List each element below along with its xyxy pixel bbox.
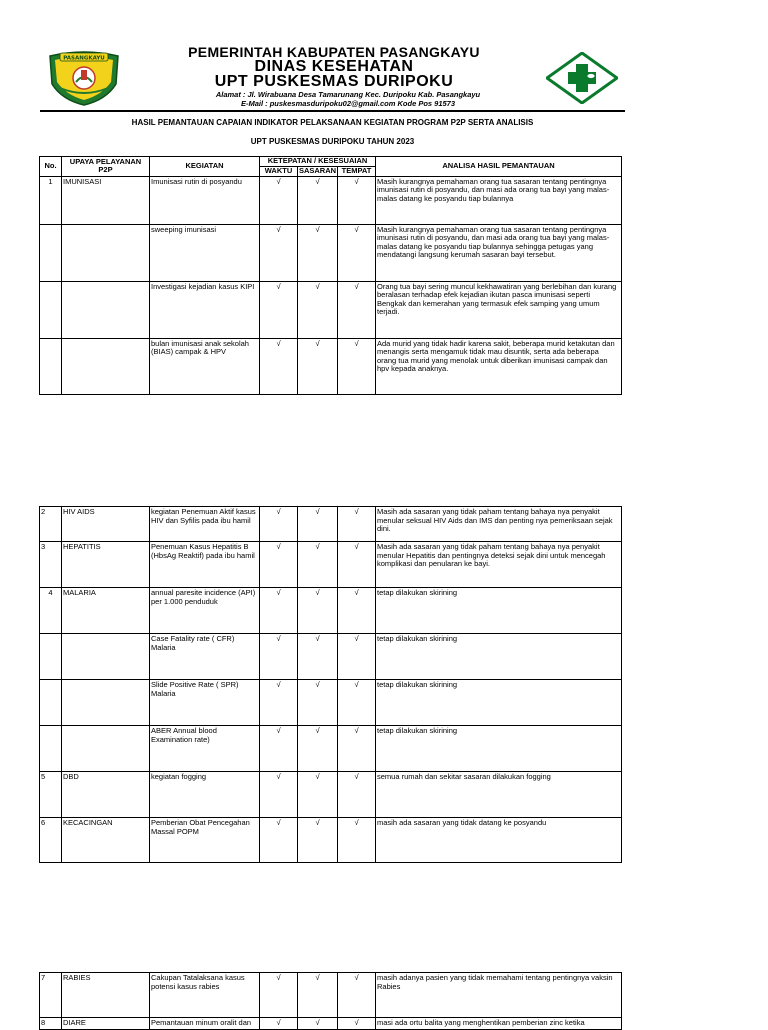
check-mark: √ (260, 224, 298, 281)
monitoring-table-section-1 (39, 156, 622, 395)
row-upaya: DBD (62, 772, 150, 818)
letterhead-divider (40, 110, 625, 112)
table-row (40, 338, 622, 394)
row-kegiatan: annual paresite incidence (API) per 1.000 penduduk (150, 588, 260, 634)
check-mark: √ (298, 588, 338, 634)
check-mark: √ (338, 772, 376, 818)
row-analisa: tetap dilakukan skirining (376, 680, 622, 726)
header-tempat: TEMPAT (338, 167, 376, 177)
letterhead-contact (188, 90, 508, 108)
row-upaya (62, 224, 150, 281)
row-kegiatan: Cakupan Tatalaksana kasus potensi kasus rabies (150, 973, 260, 1018)
row-analisa: semua rumah dan sekitar sasaran dilakukan fogging (376, 772, 622, 818)
check-mark: √ (298, 542, 338, 588)
check-mark: √ (338, 680, 376, 726)
check-mark: √ (338, 542, 376, 588)
check-mark: √ (260, 973, 298, 1018)
check-mark: √ (298, 224, 338, 281)
letterhead-government: PEMERINTAH KABUPATEN PASANGKAYU (188, 44, 480, 60)
table-row (40, 680, 622, 726)
check-mark: √ (260, 542, 298, 588)
row-no: 6 (40, 818, 62, 863)
header-waktu: WAKTU (260, 167, 298, 177)
check-mark: √ (260, 680, 298, 726)
check-mark: √ (338, 1018, 376, 1030)
check-mark: √ (260, 818, 298, 863)
check-mark: √ (260, 338, 298, 394)
check-mark: √ (260, 176, 298, 224)
row-analisa: masih adanya pasien yang tidak memahami tentang pentingnya vaksin Rabies (376, 973, 622, 1018)
row-kegiatan: Slide Positive Rate ( SPR) Malaria (150, 680, 260, 726)
check-mark: √ (298, 176, 338, 224)
row-analisa: masi ada ortu balita yang menghentikan pemberian zinc ketika (376, 1018, 622, 1030)
check-mark: √ (338, 224, 376, 281)
row-no (40, 634, 62, 680)
document-subtitle: UPT PUSKESMAS DURIPOKU TAHUN 2023 (250, 137, 415, 146)
check-mark: √ (260, 588, 298, 634)
row-no: 2 (40, 507, 62, 542)
check-mark: √ (338, 176, 376, 224)
row-kegiatan: Pemberian Obat Pencegahan Massal POPM (150, 818, 260, 863)
check-mark: √ (260, 726, 298, 772)
check-mark: √ (298, 772, 338, 818)
table-row (40, 588, 622, 634)
check-mark: √ (338, 818, 376, 863)
check-mark: √ (338, 338, 376, 394)
row-kegiatan: sweeping imunisasi (150, 224, 260, 281)
check-mark: √ (298, 726, 338, 772)
row-no: 4 (40, 588, 62, 634)
header-analisa: ANALISA HASIL PEMANTAUAN (376, 157, 622, 177)
table-row (40, 634, 622, 680)
row-upaya: HIV AIDS (62, 507, 150, 542)
check-mark: √ (298, 680, 338, 726)
table-row (40, 818, 622, 863)
row-kegiatan: Pemantauan minum oralit dan (150, 1018, 260, 1030)
row-no (40, 224, 62, 281)
row-upaya: RABIES (62, 973, 150, 1018)
row-kegiatan: Imunisasi rutin di posyandu (150, 176, 260, 224)
check-mark: √ (338, 634, 376, 680)
header-kegiatan: KEGIATAN (150, 157, 260, 177)
row-kegiatan: Penemuan Kasus Hepatitis B (HbsAg Reaktif) pada ibu hamil (150, 542, 260, 588)
check-mark: √ (260, 281, 298, 338)
pasangkayu-regency-logo (46, 50, 122, 106)
table-row (40, 973, 622, 1018)
table-row (40, 281, 622, 338)
check-mark: √ (260, 634, 298, 680)
row-no (40, 680, 62, 726)
check-mark: √ (298, 281, 338, 338)
row-kegiatan: kegiatan Penemuan Aktif kasus HIV dan Syfilis pada ibu hamil (150, 507, 260, 542)
row-no: 5 (40, 772, 62, 818)
table-row (40, 1018, 622, 1030)
check-mark: √ (298, 634, 338, 680)
letterhead-agency: DINAS KESEHATAN (254, 58, 414, 75)
row-upaya (62, 634, 150, 680)
check-mark: √ (260, 1018, 298, 1030)
row-analisa: tetap dilakukan skirining (376, 588, 622, 634)
check-mark: √ (338, 973, 376, 1018)
header-ketepatan: KETEPATAN / KESESUAIAN (260, 157, 376, 167)
row-upaya (62, 338, 150, 394)
logo-left-text: PASANGKAYU (63, 55, 105, 62)
row-upaya: DIARE (62, 1018, 150, 1030)
check-mark: √ (298, 507, 338, 542)
header-sasaran: SASARAN (298, 166, 337, 175)
row-upaya: IMUNISASI (62, 176, 150, 224)
row-upaya (62, 726, 150, 772)
row-kegiatan: kegiatan fogging (150, 772, 260, 818)
table-row (40, 726, 622, 772)
check-mark: √ (338, 588, 376, 634)
row-analisa: Masih kurangnya pemahaman orang tua sasaran tentang pentingnya imunisasi rutin di posyandu, dan masi ada orang tua bayi yang malas-malas datang ke posyandu tiap bulannya (376, 176, 622, 224)
check-mark: √ (260, 507, 298, 542)
row-analisa: Ada murid yang tidak hadir karena sakit, beberapa murid ketakutan dan menangis serta mengamuk tidak mau disuntik, serta ada beberapa orang tua murid yang menolak untuk diberikan imunisasi campak dan hpv kepada anaknya. (376, 338, 622, 394)
row-upaya: MALARIA (62, 588, 150, 634)
table-row (40, 507, 622, 542)
row-upaya: KECACINGAN (62, 818, 150, 863)
table-row (40, 224, 622, 281)
check-mark: √ (338, 726, 376, 772)
row-analisa: Masih ada sasaran yang tidak paham tentang bahaya nya penyakit menular Hepatitis dan pentingnya deteksi sejak dini untuk mencegah komplikasi dan penularan ke bayi. (376, 542, 622, 588)
check-mark: √ (298, 973, 338, 1018)
row-no (40, 726, 62, 772)
row-analisa: tetap dilakukan skirining (376, 726, 622, 772)
row-no: 8 (40, 1018, 62, 1030)
row-no (40, 338, 62, 394)
check-mark: √ (338, 281, 376, 338)
table-row (40, 772, 622, 818)
row-kegiatan: ABER Annual blood Examination rate) (150, 726, 260, 772)
row-kegiatan: Investigasi kejadian kasus KIPI (150, 281, 260, 338)
row-upaya (62, 680, 150, 726)
header-upaya: UPAYA PELAYANAN P2P (62, 157, 150, 177)
letterhead (0, 0, 768, 112)
health-cross-logo (546, 52, 618, 104)
document-title: HASIL PEMANTAUAN CAPAIAN INDIKATOR PELAKSANAAN KEGIATAN PROGRAM P2P SERTA ANALISIS (131, 118, 534, 127)
table-row (40, 176, 622, 224)
monitoring-table-section-2 (39, 506, 622, 863)
row-upaya: HEPATITIS (62, 542, 150, 588)
check-mark: √ (260, 772, 298, 818)
letterhead-unit: UPT PUSKESMAS DURIPOKU (214, 73, 454, 90)
row-analisa: tetap dilakukan skirining (376, 634, 622, 680)
row-upaya (62, 281, 150, 338)
check-mark: √ (298, 818, 338, 863)
row-no (40, 281, 62, 338)
table-row (40, 542, 622, 588)
row-kegiatan: bulan imunisasi anak sekolah (BIAS) campak & HPV (150, 338, 260, 394)
letterhead-email: E-Mail : puskesmasduripoku02@gmail.com Kode Pos 91573 (240, 99, 456, 108)
row-no: 7 (40, 973, 62, 1018)
row-kegiatan: Case Fatality rate ( CFR) Malaria (150, 634, 260, 680)
row-analisa: Masih kurangnya pemahaman orang tua sasaran tentang pentingnya imunisasi rutin di posyandu, dan masi ada orang tua bayi yang malas-malas datang ke posyandu tiap bulannya sehingga petugas yang mendatangi langsung kerumah sasaran bayi tersebut. (376, 224, 622, 281)
check-mark: √ (298, 338, 338, 394)
letterhead-address: Alamat : Jl. Wirabuana Desa Tamarunang Kec. Duripoku Kab. Pasangkayu (215, 90, 481, 99)
row-analisa: Masih ada sasaran yang tidak paham tentang bahaya nya penyakit menular seksual HIV Aids dan IMS dan penting nya pemeriksaan sejak dini. (376, 507, 622, 542)
row-no: 1 (40, 176, 62, 224)
row-analisa: Orang tua bayi sering muncul kekhawatiran yang berlebihan dan kurang beralasan terhadap efek kejadian ikutan pasca imunisasi seperti Bengkak dan kemerahan yang termasuk efek samping yang umum terjadi. (376, 281, 622, 338)
row-no: 3 (40, 542, 62, 588)
check-mark: √ (298, 1018, 338, 1030)
header-no: No. (40, 157, 62, 177)
row-analisa: masih ada sasaran yang tidak datang ke posyandu (376, 818, 622, 863)
monitoring-table-section-3 (39, 972, 622, 1030)
check-mark: √ (338, 507, 376, 542)
